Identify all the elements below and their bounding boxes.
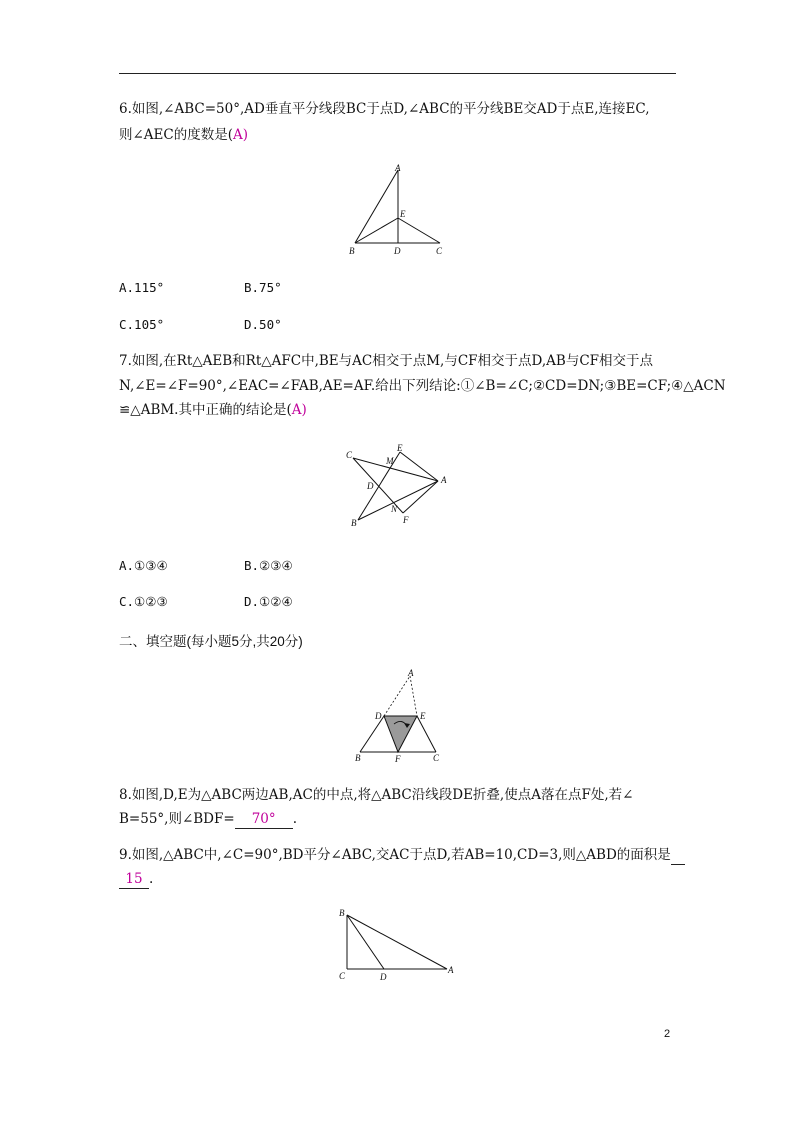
- q7-stem-line3: ≌△ABM.其中正确的结论是(A): [119, 402, 307, 418]
- q6-option-d: D.50°: [244, 317, 282, 332]
- q7-label-a: A: [441, 475, 447, 485]
- q7-label-m: M: [386, 456, 394, 466]
- q7-option-b: B.②③④: [244, 558, 293, 573]
- q7-label-d: D: [367, 481, 374, 491]
- q8-label-d: D: [375, 711, 382, 721]
- q8-answer: 70°: [235, 810, 293, 829]
- q8-label-e: E: [420, 711, 426, 721]
- q8-label-c: C: [433, 753, 440, 763]
- q7-answer: A: [291, 402, 302, 418]
- q9-label-b: B: [339, 908, 345, 918]
- q7-stem-line1: 7.如图,在Rt△AEB和Rt△AFC中,BE与AC相交于点M,与CF相交于点D,AB与CF相交于点: [119, 353, 654, 369]
- q8-figure: [350, 666, 445, 766]
- q9-label-d: D: [380, 972, 387, 982]
- q7-label-n: N: [391, 504, 398, 514]
- q9-figure: [335, 905, 460, 985]
- q6-label-e: E: [400, 209, 406, 219]
- q8-label-a: A: [408, 668, 414, 678]
- q6-stem-line1: 6.如图,∠ABC=50°,AD垂直平分线段BC于点D,∠ABC的平分线BE交AD于点E,连接EC,: [119, 101, 650, 117]
- q9-answer: 15: [119, 870, 149, 889]
- q6-option-b: B.75°: [244, 280, 282, 295]
- q7-option-a: A.①③④: [119, 558, 168, 573]
- q7-stem-line2: N,∠E=∠F=90°,∠EAC=∠FAB,AE=AF.给出下列结论:①∠B=∠C;②CD=DN;③BE=CF;④△ACN: [119, 378, 726, 394]
- q6-label-c: C: [436, 246, 443, 256]
- section-heading-fill-in: 二、填空题(每小题5分,共20分): [119, 634, 303, 649]
- q7-label-b: B: [351, 518, 357, 528]
- q8-label-f: F: [395, 754, 401, 764]
- page-number: 2: [664, 1028, 671, 1040]
- q7-label-f: F: [403, 515, 409, 525]
- header-rule: [119, 73, 676, 74]
- q9-label-c: C: [339, 971, 346, 981]
- q6-figure: [345, 160, 455, 260]
- q9-label-a: A: [448, 965, 454, 975]
- q7-label-e: E: [397, 443, 403, 453]
- q7-figure: [340, 440, 460, 535]
- q9-stem-line1: 9.如图,△ABC中,∠C=90°,BD平分∠ABC,交AC于点D,若AB=10,CD=3,则△ABD的面积是: [119, 846, 685, 865]
- q8-label-b: B: [355, 753, 361, 763]
- q6-option-a: A.115°: [119, 280, 165, 295]
- q8-stem-line2: B=55°,则∠BDF= 70° .: [119, 811, 297, 827]
- q6-label-d: D: [394, 246, 401, 256]
- q7-option-c: C.①②③: [119, 594, 168, 609]
- q7-option-d: D.①②④: [244, 594, 293, 609]
- q8-stem-line1: 8.如图,D,E为△ABC两边AB,AC的中点,将△ABC沿线段DE折叠,使点A落在点F处,若∠: [119, 787, 634, 803]
- q9-stem-line2: 15 .: [119, 870, 153, 889]
- q6-label-a: A: [395, 163, 401, 173]
- q6-stem-line2: 则∠AEC的度数是(A): [119, 127, 249, 143]
- q6-option-c: C.105°: [119, 317, 165, 332]
- q6-label-b: B: [349, 246, 355, 256]
- q7-label-c: C: [346, 450, 353, 460]
- q6-answer: A: [233, 127, 243, 143]
